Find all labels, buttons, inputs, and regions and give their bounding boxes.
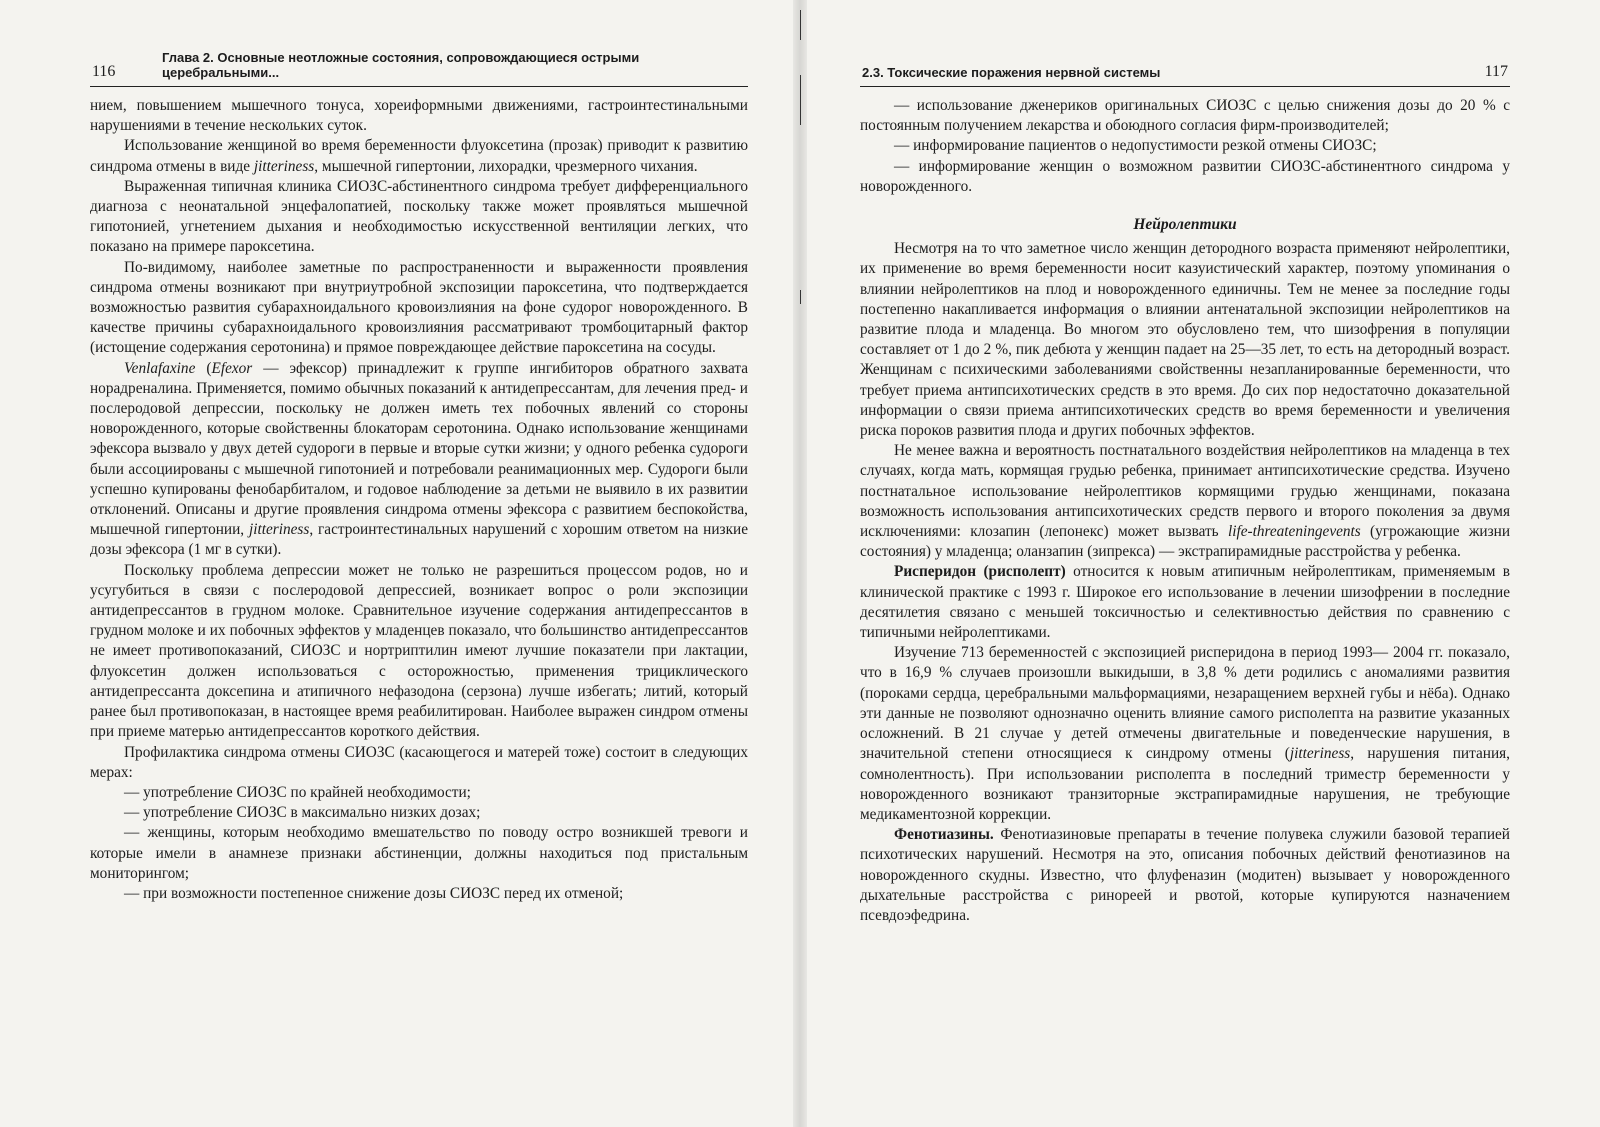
list-item: — употребление СИОЗС в максимально низких дозах; (124, 804, 481, 822)
bold-term: Рисперидон (рисполепт) (894, 563, 1066, 581)
page-number: 116 (92, 63, 116, 80)
text-run: , мышечной гипертонии, лихорадки, чрезмерного чихания. (314, 157, 698, 175)
gutter-mark (800, 290, 801, 304)
italic-term: jitteriness (253, 157, 315, 175)
text-run: относится к новым атипичным нейролептикам, применяемым в клинической практике с 1993 г. Широкое его использование в лечении шизофрении в последние десятилетия связано с меньшей токсичностью и селективностью действия по сравнению с типичными нейролептиками. (860, 563, 1510, 642)
paragraph: нием, повышением мышечного тонуса, хореиформными движениями, гастроинтестинальными нарушениями в течение нескольких суток. (90, 97, 748, 135)
text-run: — эфексор) принадлежит к группе ингибиторов обратного захвата норадреналина. Применяется, помимо обычных показаний к антидепрессантам, для лечения пред- и послеродовой депрессии, поскольку не должен иметь тех побочных явлений со стороны новорожденного, которые свойственны блокаторам серотонина. Однако использование женщинами эфексора вызвало у двух детей судороги в первые и вторые сутки жизни; у одного ребенка судороги были ассоциированы с мышечной гипотонией и потребовали реанимационных мер. Судороги были успешно купированы фенобарбиталом, и годовое наблюдение за детьми не выявило в их развитии отклонений. Описаны и другие проявления синдрома отмены эфексора с развитием беспокойства, мышечной гипертонии, (90, 359, 748, 539)
italic-term: Venlafaxine (124, 359, 196, 377)
paragraph (860, 825, 1510, 926)
list-item: — при возможности постепенное снижение дозы СИОЗС перед их отменой; (124, 884, 624, 902)
list-item: — информирование женщин о возможном развитии СИОЗС-абстинентного синдрома у новорожденного. (860, 157, 1510, 195)
text-run: Фенотиазиновые препараты в течение полувека служили базовой терапией психотических нарушений. Несмотря на это, описания побочных действий фенотиазинов на новорожденного скудны. Известно, что флуфеназин (модитен) вызывает у новорожденного дыхательные расстройства с ринореей и рвотой, которые купируются назначением псевдоэфедрина. (860, 826, 1510, 924)
paragraph (860, 643, 1510, 825)
text-run: Изучение 713 беременностей с экспозицией рисперидона в период 1993— 2004 гг. показало, что в 16,9 % случаев произошли выкидыши, в 3,8 % дети родились с аномалиями развития (пороками сердца, церебральными мальформациями, незаращением верхней губы и нёба). Однако эти данные не позволяют однозначно оценить влияние самого рисполепта на развитие указанных осложнений. В 21 случае у детей отмечены двигательные и поведенческие нарушения, в значительной степени относящиеся к синдрому отмены ( (860, 644, 1510, 763)
paragraph (90, 359, 748, 561)
left-page (90, 52, 748, 1112)
paragraph: По-видимому, наиболее заметные по распространенности и выраженности проявления синдрома отмены возникают при внутриутробной экспозиции пароксетина, что подтверждается возможностью развития субарахноидального кровоизлияния на фоне судорог новорожденного. В качестве причины субарахноидального кровоизлияния рассматривают тромбоцитарный фактор (истощение содержания серотонина) и прямое повреждающее действие пароксетина на сосуды. (90, 258, 748, 357)
list-item: — употребление СИОЗС по крайней необходимости; (124, 783, 471, 801)
text-run: Не менее важна и вероятность постнатального воздействия нейролептиков на младенца в тех случаях, когда мать, кормящая грудью ребенка, принимает антипсихотические средства. Изучено постнатальное использование нейролептиков кормящими грудью женщинами, показана возможность использования антипсихотических средств первого и второго поколения за двумя исключениями: клозапин (лепонекс) может вызвать (860, 442, 1510, 541)
italic-term: life-threateningevents (1227, 523, 1361, 541)
page-header (90, 52, 748, 87)
text-run: Использование женщиной во время беременности флуоксетина (прозак) приводит к развитию синдрома отмены в виде (90, 137, 748, 175)
text-run: (угрожающие жизни состояния) у младенца; оланзапин (зипрекса) — экстрапирамидные расстройства у ребенка. (860, 523, 1510, 561)
paragraph: Поскольку проблема депрессии может не только не разрешиться процессом родов, но и усугубиться в связи с послеродовой депрессией, возникает вопрос о роли экспозиции антидепрессантов в грудном молоке. Сравнительное изучение содержания антидепрессантов в грудном молоке и их побочных эффектов у младенцев показало, что большинство антидепрессантов не имеет противопоказаний, СИОЗС и нортриптилин имеют лучшие показатели при лактации, флуоксетин должен использоваться с осторожностью, применения трициклического антидепрессанта доксепина и атипичного нефазодона (серзона) лучше избегать; литий, который ранее был противопоказан, в настоящее время реабилитирован. Наиболее выражен синдром отмены при приеме матерью антидепрессантов короткого действия. (90, 561, 748, 741)
italic-term: jitteriness (1289, 745, 1351, 763)
text-run: , нарушения питания, сомнолентность). При использовании рисполепта в последний триместр беременности у новорожденного возникают транзиторные экстрапирамидные нарушения, не требующие медикаментозной коррекции. (860, 745, 1510, 823)
gutter-mark (800, 75, 801, 125)
italic-term: jitteriness (249, 521, 310, 539)
page-number: 117 (1484, 63, 1508, 80)
paragraph (860, 562, 1510, 643)
list-item: — женщины, которым необходимо вмешательство по поводу остро возникшей тревоги и которые имели в анамнезе признаки абстиненции, должны находиться под пристальным мониторингом; (90, 824, 748, 882)
paragraph: Несмотря на то что заметное число женщин детородного возраста применяют нейролептики, их применение во время беременности носит казуистический характер, поэтому упоминания о влиянии нейролептиков на плод и новорожденного единичны. Тем не менее за последние годы постепенно накапливается информация о влиянии антенатальной экспозиции нейролептиков на развитие плода и младенца. Во многом это обусловлено тем, что шизофрения в популяции составляет от 1 до 2 %, пик дебюта у женщин падает на 25—35 лет, то есть на детородный возраст. Женщинам с психическими заболеваниями свойственны незапланированные беременности, что требует приема антипсихотических средств в это время. До сих пор недостаточно доказательной информации о связи приема антипсихотических средств во время беременности и увеличения риска пороков развития плода и других побочных эффектов. (860, 240, 1510, 440)
book-gutter (793, 0, 807, 1127)
list-item: — информирование пациентов о недопустимости резкой отмены СИОЗС; (894, 137, 1377, 155)
text-run: ( (195, 359, 212, 377)
page-body (90, 87, 748, 904)
paragraph: Профилактика синдрома отмены СИОЗС (касающегося и матерей тоже) состоит в следующих мерах: (90, 743, 748, 781)
italic-term: Efexor (211, 359, 253, 377)
paragraph (90, 136, 748, 176)
section-heading: Нейролептики (1133, 216, 1237, 234)
paragraph: Выраженная типичная клиника СИОЗС-абстинентного синдрома требует дифференциального диагноза с неонатальной энцефалопатией, поскольку также может проявляться мышечной гипотонией, угнетением дыхания и необходимостью искусственной вентиляции легких, что показано на примере пароксетина. (90, 177, 748, 256)
gutter-mark (800, 10, 801, 40)
page-body (860, 87, 1510, 926)
paragraph (860, 441, 1510, 562)
list-item: — использование дженериков оригинальных СИОЗС с целью снижения дозы до 20 % с постоянным получением лекарства и обоюдного согласия фирм-производителей; (860, 97, 1510, 135)
page-header (860, 52, 1510, 87)
bold-term: Фенотиазины. (894, 826, 994, 844)
right-page (860, 52, 1510, 1112)
text-run: , гастроинтестинальных нарушений с хорошим ответом на низкие дозы эфексора (1 мг в сутки). (90, 521, 748, 559)
running-header: Глава 2. Основные неотложные состояния, сопровождающиеся острыми церебральными... (162, 52, 640, 80)
running-header: 2.3. Токсические поражения нервной системы (862, 65, 1161, 80)
